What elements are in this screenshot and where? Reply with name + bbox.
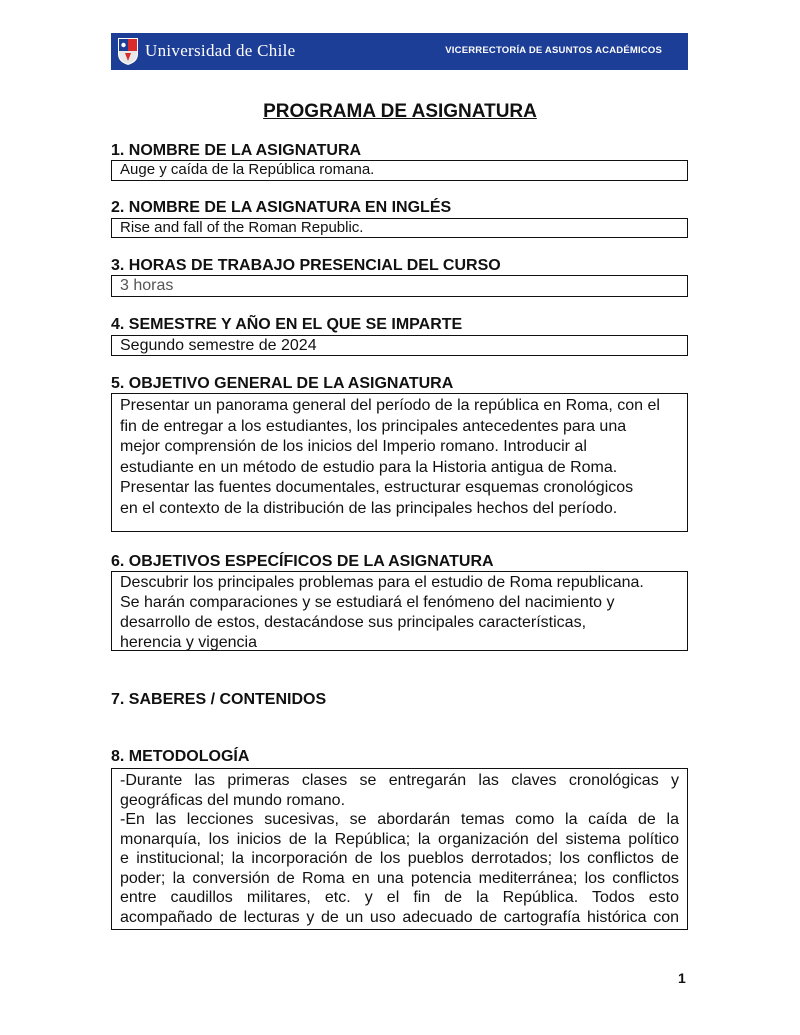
section-7-heading: 7. SABERES / CONTENIDOS: [111, 691, 327, 708]
course-name-value: Auge y caída de la República romana.: [120, 161, 375, 178]
section-1-box: [111, 160, 688, 181]
general-objective-line: mejor comprensión de los inicios del Imperio romano. Introducir al: [120, 438, 587, 455]
section-6-heading: 6. OBJETIVOS ESPECÍFICOS DE LA ASIGNATURA: [111, 553, 494, 570]
section-5-heading: 5. OBJETIVO GENERAL DE LA ASIGNATURA: [111, 375, 454, 392]
section-4-heading: 4. SEMESTRE Y AÑO EN EL QUE SE IMPARTE: [111, 316, 463, 333]
general-objective-line: Presentar las fuentes documentales, estructurar esquemas cronológicos: [120, 479, 634, 496]
methodology-line: poder; la conversión de Roma en una potencia mediterránea; los conflictos: [120, 869, 679, 887]
section-8-box: [111, 768, 688, 930]
page-title: PROGRAMA DE ASIGNATURA: [263, 101, 537, 122]
specific-objective-line: Se harán comparaciones y se estudiará el fenómeno del nacimiento y: [120, 594, 615, 611]
section-3-heading: 3. HORAS DE TRABAJO PRESENCIAL DEL CURSO: [111, 257, 501, 274]
general-objective-line: estudiante en un método de estudio para la Historia antigua de Roma.: [120, 458, 618, 476]
methodology-line: acompañado de lecturas y de un uso adecuado de cartografía histórica con: [120, 908, 679, 926]
section-8-heading: 8. METODOLOGÍA: [111, 748, 250, 765]
general-objective-line: Presentar un panorama general del período de la república en Roma, con el: [120, 397, 660, 414]
section-4-box: [111, 335, 688, 356]
section-6-box: [111, 571, 688, 651]
semester-value: Segundo semestre de 2024: [120, 337, 317, 354]
course-name-english-value: Rise and fall of the Roman Republic.: [120, 219, 364, 236]
general-objective-line: fin de entregar a los estudiantes, los principales antecedentes para una: [120, 417, 627, 435]
methodology-line: monarquía, los inicios de la República; la organización del sistema político: [120, 830, 679, 848]
specific-objective-line: desarrollo de estos, destacándose sus principales características,: [120, 614, 587, 631]
section-2-box: [111, 218, 688, 238]
university-shield-icon: [117, 36, 139, 66]
section-3-box: [111, 275, 688, 297]
header-banner: [111, 33, 688, 70]
page-number: 1: [678, 970, 686, 986]
section-5-box: [111, 393, 688, 532]
university-name: Universidad de Chile: [145, 41, 296, 60]
methodology-line: -En las lecciones sucesivas, se abordarán temas como la caída de la: [120, 811, 679, 828]
methodology-line: entre caudillos militares, etc. y el fin de la República. Todos esto: [120, 889, 679, 906]
specific-objective-line: herencia y vigencia: [120, 634, 257, 651]
section-1-heading: 1. NOMBRE DE LA ASIGNATURA: [111, 142, 362, 159]
hours-value: 3 horas: [120, 277, 174, 294]
vicerrectoria-label: VICERRECTORÍA DE ASUNTOS ACADÉMICOS: [445, 45, 662, 56]
general-objective-line: en el contexto de la distribución de las principales hechos del período.: [120, 499, 618, 517]
methodology-line: e institucional; la incorporación de los pueblos derrotados; los conflictos de: [120, 850, 679, 867]
section-2-heading: 2. NOMBRE DE LA ASIGNATURA EN INGLÉS: [111, 199, 452, 216]
methodology-line: geográficas del mundo romano.: [120, 791, 346, 809]
specific-objective-line: Descubrir los principales problemas para el estudio de Roma republicana.: [120, 574, 644, 591]
methodology-line: -Durante las primeras clases se entregarán las claves cronológicas y: [120, 772, 679, 789]
